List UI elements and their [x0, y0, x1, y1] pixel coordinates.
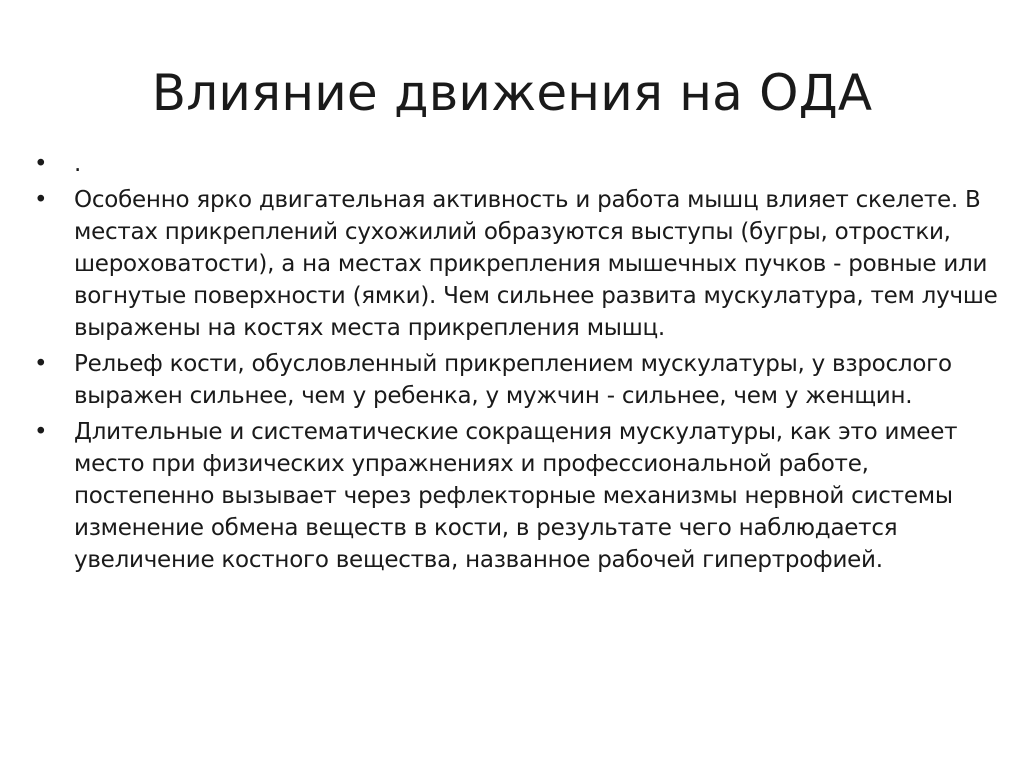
bullet-item — [34, 184, 1014, 344]
bullet-text: Длительные и систематические сокращения мускулатуры, как это имеет место при физических упражнениях и профессиональной работе, постепенно вызывает через рефлекторные механизмы нервной системы изменение обмена веществ в кости, в результате чего наблюдается увеличение костного вещества, названное рабочей гипертрофией. — [74, 419, 958, 573]
bullet-text: . — [74, 151, 82, 177]
bullet-marker: • — [34, 151, 48, 177]
bullet-text: Рельеф кости, обусловленный прикреплением мускулатуры, у взрослого выражен сильнее, чем у ребенка, у мужчин - сильнее, чем у женщин. — [74, 351, 952, 409]
bullet-item — [34, 416, 1014, 576]
bullet-item — [34, 348, 1014, 412]
slide-title: Влияние движения на ОДА — [151, 64, 873, 122]
bullet-marker: • — [34, 187, 48, 213]
bullet-item — [34, 148, 1014, 180]
bullet-marker: • — [34, 351, 48, 377]
bullet-list — [34, 148, 1014, 580]
bullet-marker: • — [34, 419, 48, 445]
bullet-text: Особенно ярко двигательная активность и работа мышц влияет скелете. В местах прикреплений сухожилий образуются выступы (бугры, отростки, шероховатости), а на местах прикрепления мышечных пучков - ровные или вогнутые поверхности (ямки). Чем сильнее развита мускулатура, тем лучше выражены на костях места прикрепления мышц. — [74, 187, 998, 341]
